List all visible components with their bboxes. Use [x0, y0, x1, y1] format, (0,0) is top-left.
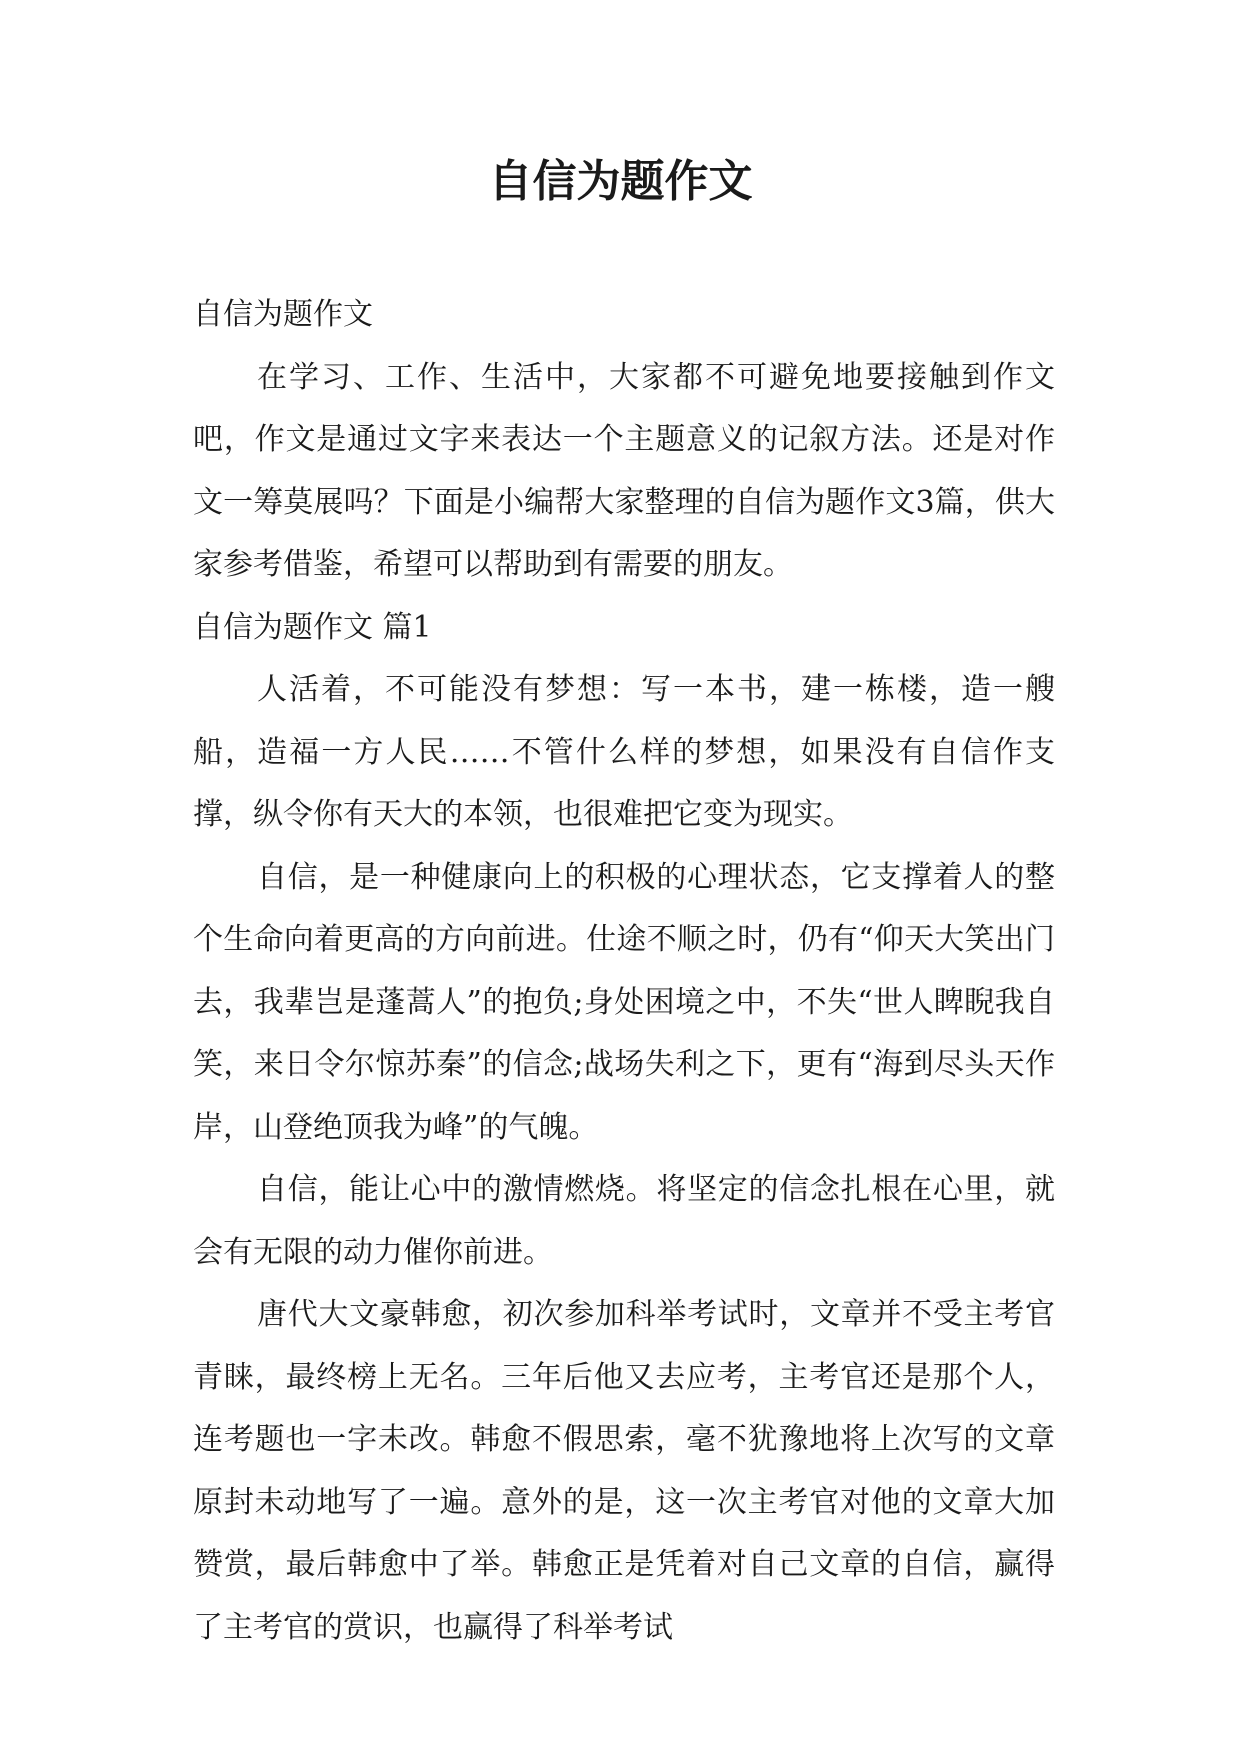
document-title: 自信为题作文 [488, 156, 753, 207]
body-paragraph: 人活着，不可能没有梦想：写一本书，建一栋楼，造一艘船，造福一方人民……不管什么样的梦想，如果没有自信作支撑，纵令你有天大的本领，也很难把它变为现实。 [193, 672, 1055, 832]
body-paragraph: 唐代大文豪韩愈，初次参加科举考试时，文章并不受主考官青睐，最终榜上无名。三年后他又去应考，主考官还是那个人，连考题也一字未改。韩愈不假思索，毫不犹豫地将上次写的文章原封未动地写了一遍。意外的是，这一次主考官对他的文章大加赞赏，最后韩愈中了举。韩愈正是凭着对自己文章的自信，赢得了主考官的赏识，也赢得了科举考试 [193, 1297, 1055, 1645]
intro-paragraph: 在学习、工作、生活中，大家都不可避免地要接触到作文吧，作文是通过文字来表达一个主题意义的记叙方法。还是对作文一筹莫展吗？下面是小编帮大家整理的自信为题作文3篇，供大家参考借鉴，希望可以帮助到有需要的朋友。 [193, 359, 1055, 582]
body-paragraph: 自信，是一种健康向上的积极的心理状态，它支撑着人的整个生命向着更高的方向前进。仕途不顺之时，仍有“仰天大笑出门去，我辈岂是蓬蒿人”的抱负;身处困境之中，不失“世人睥睨我自笑，来日令尔惊苏秦”的信念;战场失利之下，更有“海到尽头天作岸，山登绝顶我为峰”的气魄。 [193, 859, 1055, 1145]
body-paragraph: 自信，能让心中的激情燃烧。将坚定的信念扎根在心里，就会有无限的动力催你前进。 [193, 1172, 1055, 1270]
document-body [193, 284, 1055, 1659]
essay-heading: 自信为题作文 篇1 [193, 609, 432, 645]
section-heading: 自信为题作文 [193, 297, 373, 332]
